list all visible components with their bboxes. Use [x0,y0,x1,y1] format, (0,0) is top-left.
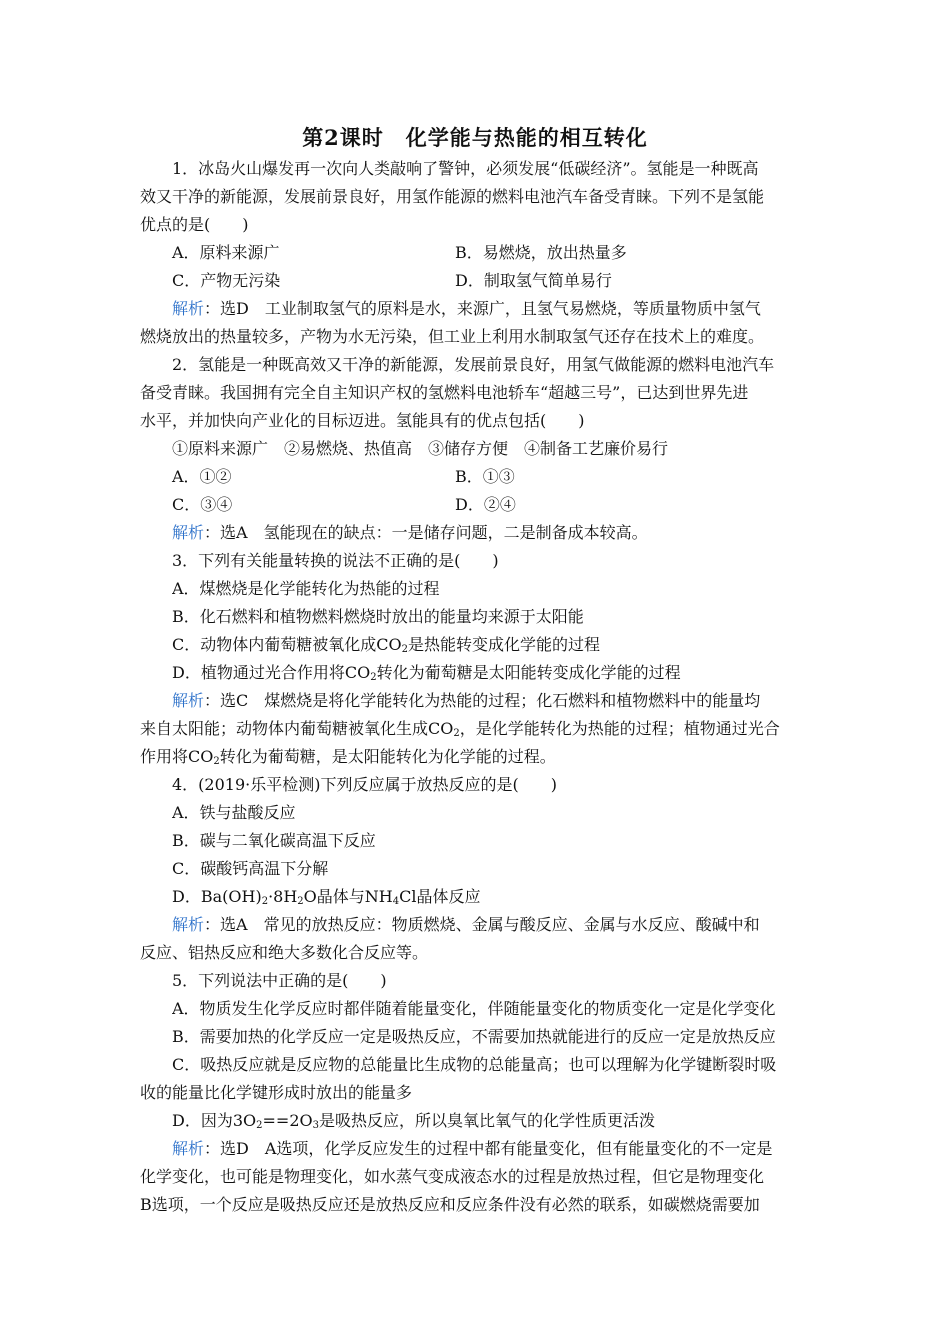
question-2 [140,351,812,547]
option-c: C．吸热反应就是反应物的总能量比生成物的总能量高；也可以理解为化学键断裂时吸 [172,1055,777,1074]
analysis-label: 解析 [172,523,205,542]
analysis [172,1135,812,1163]
analysis-label: 解析 [172,1139,205,1158]
option-b: B．需要加热的化学反应一定是吸热反应，不需要加热就能进行的反应一定是放热反应 [172,1027,776,1046]
subscript: 2 [261,896,269,907]
analysis-text: 作用将CO [140,747,214,766]
option-d: D．②④ [455,495,516,514]
question-text: 3．下列有关能量转换的说法不正确的是( ) [172,551,499,570]
option-row [172,491,812,519]
option-b: B．碳与二氧化碳高温下反应 [172,831,376,850]
analysis-text: ：选A 常见的放热反应：物质燃烧、金属与酸反应、金属与水反应、酸碱中和 [204,915,760,934]
option-text: Cl晶体反应 [399,887,481,906]
option-c: C．③④ [172,495,233,514]
question-text: 4．(2019·乐平检测)下列反应属于放热反应的是( ) [172,775,557,794]
option-text: D．因为3O [172,1111,257,1130]
option-text: D．植物通过光合作用将CO [172,663,371,682]
option-text: 是热能转变成化学能的过程 [407,635,600,654]
question-text: 5．下列说法中正确的是( ) [172,971,387,990]
option-a: A．铁与盐酸反应 [172,803,296,822]
option-d [172,659,812,687]
analysis-label: 解析 [172,915,205,934]
option-text: C．动物体内葡萄糖被氧化成CO [172,635,402,654]
analysis-text: 燃烧放出的热量较多，产物为水无污染，但工业上利用水制取氢气还存在技术上的难度。 [140,327,765,346]
analysis-label: 解析 [172,691,205,710]
option-a: A．物质发生化学反应时都伴随着能量变化，伴随能量变化的物质变化一定是化学变化 [172,999,776,1018]
subscript: 3 [312,1120,319,1131]
analysis-text: 转化为葡萄糖，是太阳能转化为化学能的过程。 [219,747,556,766]
subscript: 2 [256,1120,263,1131]
option-row [172,239,812,267]
analysis-text: B选项，一个反应是吸热反应还是放热反应和反应条件没有必然的联系，如碳燃烧需要加 [140,1195,760,1214]
analysis [172,519,812,547]
question-text: 1．冰岛火山爆发再一次向人类敲响了警钟，必须发展“低碳经济”。氢能是一种既高 [172,159,759,178]
option-c: C．碳酸钙高温下分解 [172,859,329,878]
option-a: A．原料来源广 [172,243,280,262]
analysis-text: 化学变化，也可能是物理变化，如水蒸气变成液态水的过程是放热过程，但它是物理变化 [140,1167,765,1186]
option-text: ==2O [262,1111,313,1130]
question-text: 效又干净的新能源，发展前景良好，用氢作能源的燃料电池汽车备受青睐。下列不是氢能 [140,187,765,206]
document-body [140,155,812,1219]
analysis-text: ：选D 工业制取氢气的原料是水，来源广，且氢气易燃烧，等质量物质中氢气 [204,299,761,318]
option-c [172,631,812,659]
subscript: 2 [401,644,408,655]
option-text: O晶体与NH [303,887,393,906]
question-4 [140,771,812,967]
option-row [172,463,812,491]
subscript: 2 [297,896,304,907]
option-b: B．①③ [455,467,515,486]
option-row [172,267,812,295]
question-1 [140,155,812,351]
option-c-cont: 收的能量比化学键形成时放出的能量多 [140,1083,413,1102]
subscript: 2 [213,756,220,767]
question-text: 优点的是( ) [140,215,249,234]
option-c: C．产物无污染 [172,271,281,290]
analysis-text: 来自太阳能；动物体内葡萄糖被氧化生成CO [140,719,454,738]
option-a: A．①② [172,467,232,486]
page-title: 第2课时 化学能与热能的相互转化 [302,125,648,150]
analysis-text: ：选A 氢能现在的缺点：一是储存问题，二是制备成本较高。 [204,523,648,542]
analysis-text [140,715,812,743]
option-d [172,1107,812,1135]
analysis-text: ：选C 煤燃烧是将化学能转化为热能的过程；化石燃料和植物燃料中的能量均 [204,691,761,710]
analysis-label: 解析 [172,299,205,318]
analysis-text: ，是化学能转化为热能的过程；植物通过光合 [459,719,780,738]
analysis [172,687,812,715]
option-a: A．煤燃烧是化学能转化为热能的过程 [172,579,440,598]
subscript: 2 [453,728,460,739]
question-text: 备受青睐。我国拥有完全自主知识产权的氢燃料电池轿车“超越三号”，已达到世界先进 [140,383,749,402]
question-text: 水平，并加快向产业化的目标迈进。氢能具有的优点包括( ) [140,411,585,430]
analysis-text: ：选D A选项，化学反应发生的过程中都有能量变化，但有能量变化的不一定是 [204,1139,773,1158]
subscript: 4 [392,896,400,907]
analysis [172,911,812,939]
option-b: B．化石燃料和植物燃料燃烧时放出的能量均来源于太阳能 [172,607,584,626]
question-items: ①原料来源广 ②易燃烧、热值高 ③储存方便 ④制备工艺廉价易行 [172,439,669,458]
option-text: ·8H [268,887,298,906]
question-5 [140,967,812,1219]
analysis [172,295,812,323]
option-d [172,883,812,911]
option-d: D．制取氢气简单易行 [455,271,612,290]
question-text: 2．氢能是一种既高效又干净的新能源，发展前景良好，用氢气做能源的燃料电池汽车 [172,355,775,374]
analysis-text [140,743,812,771]
question-3 [140,547,812,771]
subscript: 2 [370,672,377,683]
option-text: 转化为葡萄糖是太阳能转变成化学能的过程 [376,663,681,682]
option-text: D．Ba(OH) [172,887,262,906]
analysis-text: 反应、铝热反应和绝大多数化合反应等。 [140,943,429,962]
option-b: B．易燃烧，放出热量多 [455,243,627,262]
option-text: 是吸热反应，所以臭氧比氧气的化学性质更活泼 [319,1111,656,1130]
